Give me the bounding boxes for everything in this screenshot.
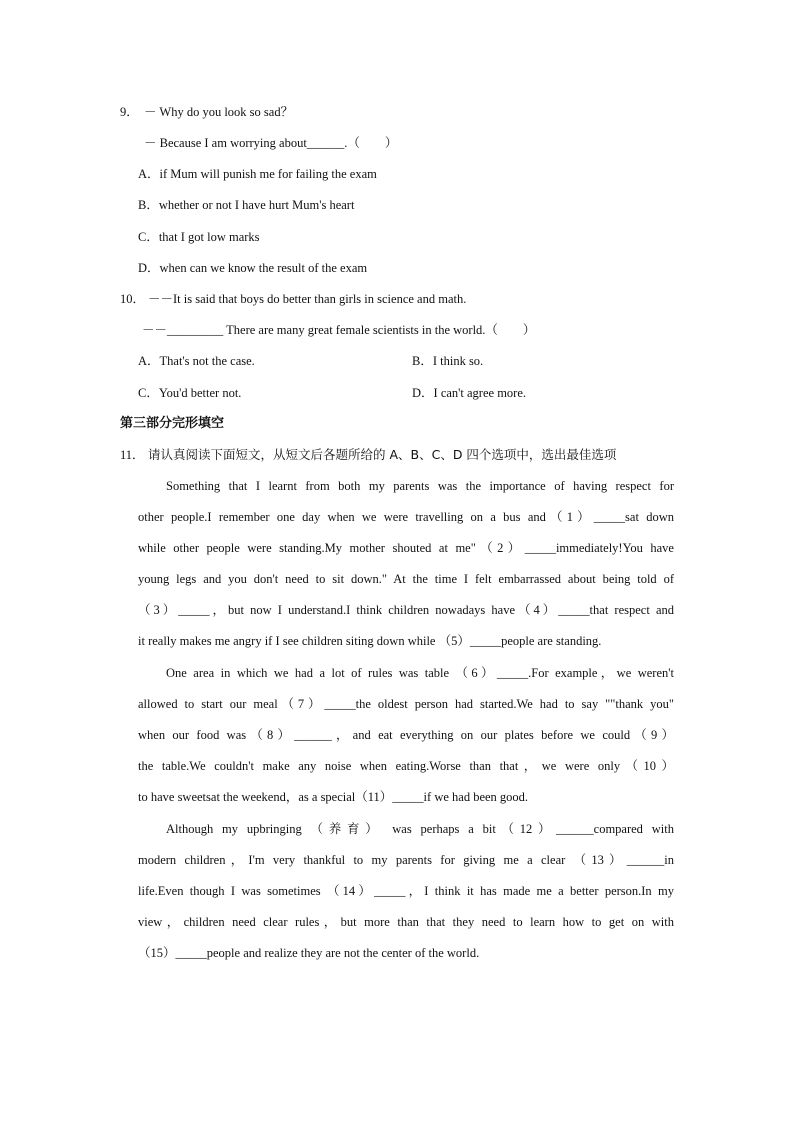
- section-title: 第三部分完形填空: [120, 416, 225, 431]
- paragraph-line: other people.I remember one day when we were travelling on a bus and（1）_____sat down: [138, 510, 674, 525]
- paragraph-line: modern children，I'm very thankful to my parents for giving me a clear （13）______in: [138, 853, 674, 868]
- paragraph-line: （3）_____，but now I understand.I think children nowadays have（4）_____that respect and: [138, 603, 674, 618]
- paragraph-line: young legs and you don't need to sit down." At the time I felt embarrassed about being told of: [138, 572, 674, 587]
- q9-option-b[interactable]: B．whether or not I have hurt Mum's heart: [138, 198, 355, 212]
- paragraph-line: One area in which we had a lot of rules was table （6）_____.For example，we weren't: [166, 666, 674, 680]
- passage-paragraph-2: [138, 658, 674, 813]
- paragraph-line: view，children need clear rules，but more than that they need to learn how to get on with: [138, 915, 674, 930]
- q9-prompt: － Why do you look so sad？: [144, 105, 294, 119]
- paragraph-line: （15）_____people and realize they are not the center of the world.: [138, 946, 480, 961]
- q11-instruction: 请认真阅读下面短文，从短文后各题所给的 A、B、C、D 四个选项中，选出最佳选项: [148, 447, 617, 462]
- q11-number: 11．: [120, 448, 145, 462]
- q9-number: 9．: [120, 105, 139, 119]
- paragraph-line: while other people were standing.My mother shouted at me"（2）_____immediately!You have: [138, 541, 674, 556]
- paragraph-line: Although my upbringing （养育） was perhaps a bit（12）______compared with: [166, 822, 674, 836]
- q10-number: 10．: [120, 292, 146, 306]
- passage-paragraph-3: [138, 814, 674, 969]
- q9-option-a[interactable]: A．if Mum will punish me for failing the exam: [138, 167, 377, 181]
- q9-option-c[interactable]: C．that I got low marks: [138, 230, 260, 244]
- q10-option-a[interactable]: A．That's not the case.: [138, 354, 255, 368]
- q10-option-b[interactable]: B．I think so.: [412, 354, 484, 368]
- paragraph-line: when our food was（8）______，and eat everything on our plates before we could（9）: [138, 728, 674, 743]
- q10-option-d[interactable]: D．I can't agree more.: [412, 386, 527, 400]
- paragraph-line: the table.We couldn't make any noise when eating.Worse than that，we were only（10）: [138, 759, 674, 774]
- paragraph-line: it really makes me angry if I see children siting down while （5）_____people are standing.: [138, 634, 602, 649]
- q10-option-c[interactable]: C．You'd better not.: [138, 386, 242, 400]
- q9-response: － Because I am worrying about______.（ ）: [144, 136, 398, 150]
- paragraph-line: life.Even though I was sometimes （14）_____，I think it has made me a better person.In my: [138, 884, 674, 899]
- paragraph-line: allowed to start our meal（7）_____the oldest person had started.We had to say ""thank you": [138, 697, 674, 712]
- paragraph-line: to have sweetsat the weekend，as a special（11）_____if we had been good.: [138, 790, 529, 805]
- passage-paragraph-1: [138, 471, 674, 658]
- paragraph-line: Something that I learnt from both my parents was the importance of having respect for: [166, 479, 674, 493]
- q10-response: －－_________ There are many great female scientists in the world.（ ）: [142, 323, 536, 337]
- q10-prompt: －－It is said that boys do better than girls in science and math.: [148, 292, 467, 306]
- q9-option-d[interactable]: D．when can we know the result of the exam: [138, 261, 368, 275]
